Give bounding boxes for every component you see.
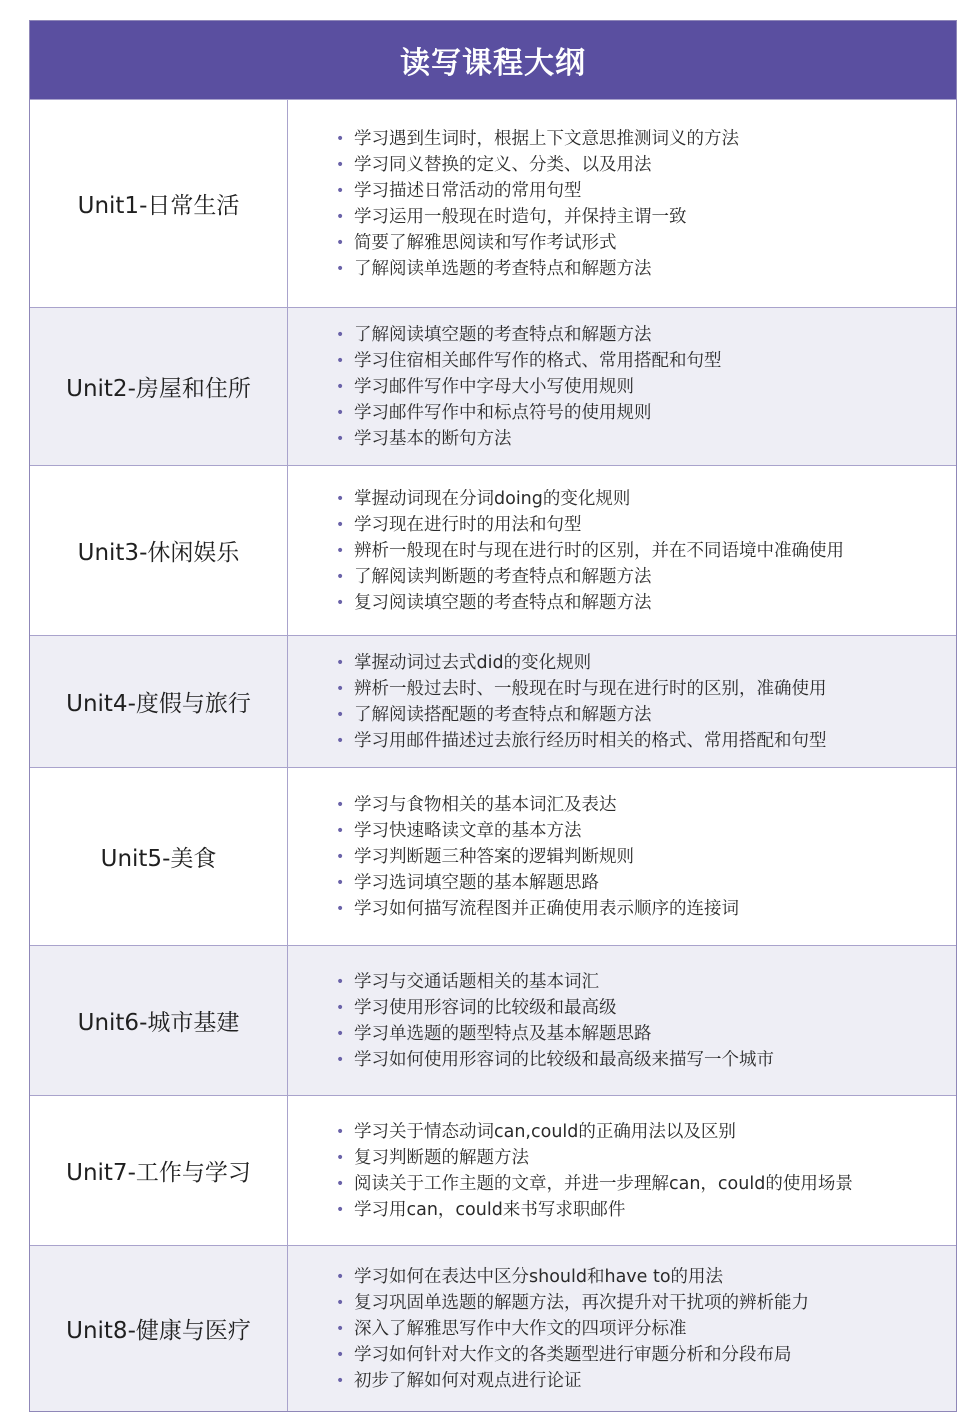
- list-item-text: 辨析一般现在时与现在进行时的区别，并在不同语境中准确使用: [354, 540, 844, 561]
- table-row: [30, 945, 956, 1095]
- list-item: [336, 348, 956, 374]
- bullet-icon: •: [336, 706, 345, 723]
- list-item: [336, 152, 956, 178]
- syllabus-table: [29, 20, 957, 1412]
- bullet-icon: •: [336, 1320, 345, 1337]
- bullet-icon: •: [336, 796, 345, 813]
- bullet-icon: •: [336, 822, 345, 839]
- bullet-icon: •: [336, 732, 345, 749]
- unit-name: Unit4-度假与旅行: [30, 636, 288, 767]
- list-item: [336, 844, 956, 870]
- list-item: [336, 676, 956, 702]
- list-item: [336, 1368, 956, 1394]
- list-item-text: 阅读关于工作主题的文章，并进一步理解can，could的使用场景: [354, 1173, 853, 1194]
- table-row: [30, 99, 956, 307]
- unit-items-list: [288, 636, 956, 767]
- list-item-text: 了解阅读搭配题的考查特点和解题方法: [354, 704, 652, 725]
- list-item-text: 深入了解雅思写作中大作文的四项评分标准: [354, 1318, 687, 1339]
- list-item: [336, 1171, 956, 1197]
- unit-name: Unit8-健康与医疗: [30, 1246, 288, 1411]
- list-item: [336, 702, 956, 728]
- list-item: [336, 400, 956, 426]
- list-item-text: 复习阅读填空题的考查特点和解题方法: [354, 592, 652, 613]
- list-item-text: 学习使用形容词的比较级和最高级: [354, 997, 617, 1018]
- list-item: [336, 1316, 956, 1342]
- list-item-text: 初步了解如何对观点进行论证: [354, 1370, 582, 1391]
- bullet-icon: •: [336, 182, 345, 199]
- list-item: [336, 538, 956, 564]
- list-item-text: 学习基本的断句方法: [354, 428, 512, 449]
- list-item: [336, 322, 956, 348]
- list-item-text: 学习用邮件描述过去旅行经历时相关的格式、常用搭配和句型: [354, 730, 827, 751]
- unit-items-list: [288, 946, 956, 1095]
- list-item-text: 学习与食物相关的基本词汇及表达: [354, 794, 617, 815]
- unit-items-list: [288, 100, 956, 307]
- unit-items-list: [288, 1096, 956, 1245]
- list-item-text: 学习邮件写作中字母大小写使用规则: [354, 376, 634, 397]
- list-item-text: 学习如何描写流程图并正确使用表示顺序的连接词: [354, 898, 739, 919]
- bullet-icon: •: [336, 1268, 345, 1285]
- list-item-text: 学习现在进行时的用法和句型: [354, 514, 582, 535]
- unit-name: Unit5-美食: [30, 768, 288, 945]
- bullet-icon: •: [336, 1123, 345, 1140]
- list-item-text: 学习运用一般现在时造句，并保持主谓一致: [354, 206, 687, 227]
- list-item: [336, 1047, 956, 1073]
- table-row: [30, 767, 956, 945]
- list-item: [336, 178, 956, 204]
- table-row: [30, 1245, 956, 1411]
- list-item: [336, 204, 956, 230]
- bullet-icon: •: [336, 490, 345, 507]
- list-item: [336, 728, 956, 754]
- bullet-icon: •: [336, 430, 345, 447]
- list-item-text: 学习判断题三种答案的逻辑判断规则: [354, 846, 634, 867]
- bullet-icon: •: [336, 1294, 345, 1311]
- bullet-icon: •: [336, 848, 345, 865]
- bullet-icon: •: [336, 874, 345, 891]
- unit-items-list: [288, 1246, 956, 1411]
- list-item: [336, 1197, 956, 1223]
- unit-items-list: [288, 466, 956, 635]
- table-row: [30, 307, 956, 465]
- list-item: [336, 1021, 956, 1047]
- unit-name: Unit3-休闲娱乐: [30, 466, 288, 635]
- table-row: [30, 635, 956, 767]
- table-body: [30, 99, 956, 1411]
- bullet-icon: •: [336, 1201, 345, 1218]
- list-item-text: 学习如何针对大作文的各类题型进行审题分析和分段布局: [354, 1344, 792, 1365]
- list-item: [336, 995, 956, 1021]
- bullet-icon: •: [336, 1175, 345, 1192]
- bullet-icon: •: [336, 516, 345, 533]
- bullet-icon: •: [336, 208, 345, 225]
- bullet-icon: •: [336, 352, 345, 369]
- list-item-text: 复习判断题的解题方法: [354, 1147, 529, 1168]
- list-item-text: 掌握动词过去式did的变化规则: [354, 652, 592, 673]
- list-item-text: 简要了解雅思阅读和写作考试形式: [354, 232, 617, 253]
- bullet-icon: •: [336, 999, 345, 1016]
- list-item-text: 学习描述日常活动的常用句型: [354, 180, 582, 201]
- bullet-icon: •: [336, 568, 345, 585]
- list-item: [336, 896, 956, 922]
- unit-name: Unit6-城市基建: [30, 946, 288, 1095]
- bullet-icon: •: [336, 326, 345, 343]
- bullet-icon: •: [336, 234, 345, 251]
- list-item: [336, 590, 956, 616]
- list-item: [336, 818, 956, 844]
- list-item: [336, 230, 956, 256]
- list-item: [336, 650, 956, 676]
- bullet-icon: •: [336, 654, 345, 671]
- table-row: [30, 1095, 956, 1245]
- bullet-icon: •: [336, 973, 345, 990]
- unit-name: Unit7-工作与学习: [30, 1096, 288, 1245]
- unit-name: Unit1-日常生活: [30, 100, 288, 307]
- list-item-text: 学习与交通话题相关的基本词汇: [354, 971, 599, 992]
- bullet-icon: •: [336, 1346, 345, 1363]
- bullet-icon: •: [336, 378, 345, 395]
- bullet-icon: •: [336, 156, 345, 173]
- list-item-text: 学习邮件写作中和标点符号的使用规则: [354, 402, 652, 423]
- bullet-icon: •: [336, 1149, 345, 1166]
- table-row: [30, 465, 956, 635]
- list-item: [336, 1342, 956, 1368]
- list-item-text: 学习如何使用形容词的比较级和最高级来描写一个城市: [354, 1049, 774, 1070]
- list-item-text: 复习巩固单选题的解题方法，再次提升对干扰项的辨析能力: [354, 1292, 809, 1313]
- list-item: [336, 564, 956, 590]
- list-item-text: 学习如何在表达中区分should和have to的用法: [354, 1266, 724, 1287]
- list-item: [336, 512, 956, 538]
- bullet-icon: •: [336, 1372, 345, 1389]
- list-item: [336, 374, 956, 400]
- list-item-text: 学习同义替换的定义、分类、以及用法: [354, 154, 652, 175]
- list-item: [336, 792, 956, 818]
- bullet-icon: •: [336, 404, 345, 421]
- bullet-icon: •: [336, 1025, 345, 1042]
- list-item-text: 学习选词填空题的基本解题思路: [354, 872, 599, 893]
- bullet-icon: •: [336, 260, 345, 277]
- list-item-text: 学习关于情态动词can,could的正确用法以及区别: [354, 1121, 736, 1142]
- list-item: [336, 256, 956, 282]
- table-title: 读写课程大纲: [30, 21, 956, 99]
- bullet-icon: •: [336, 542, 345, 559]
- list-item: [336, 426, 956, 452]
- list-item-text: 掌握动词现在分词doing的变化规则: [354, 488, 631, 509]
- list-item: [336, 486, 956, 512]
- list-item: [336, 1290, 956, 1316]
- bullet-icon: •: [336, 130, 345, 147]
- list-item-text: 辨析一般过去时、一般现在时与现在进行时的区别，准确使用: [354, 678, 827, 699]
- bullet-icon: •: [336, 1051, 345, 1068]
- bullet-icon: •: [336, 680, 345, 697]
- list-item: [336, 969, 956, 995]
- list-item: [336, 1119, 956, 1145]
- list-item-text: 学习快速略读文章的基本方法: [354, 820, 582, 841]
- list-item-text: 学习住宿相关邮件写作的格式、常用搭配和句型: [354, 350, 722, 371]
- list-item: [336, 126, 956, 152]
- unit-items-list: [288, 768, 956, 945]
- list-item: [336, 1145, 956, 1171]
- unit-items-list: [288, 308, 956, 465]
- bullet-icon: •: [336, 594, 345, 611]
- bullet-icon: •: [336, 900, 345, 917]
- list-item-text: 学习用can，could来书写求职邮件: [354, 1199, 626, 1220]
- list-item-text: 学习单选题的题型特点及基本解题思路: [354, 1023, 652, 1044]
- list-item-text: 学习遇到生词时，根据上下文意思推测词义的方法: [354, 128, 739, 149]
- list-item: [336, 870, 956, 896]
- list-item-text: 了解阅读判断题的考查特点和解题方法: [354, 566, 652, 587]
- unit-name: Unit2-房屋和住所: [30, 308, 288, 465]
- list-item-text: 了解阅读填空题的考查特点和解题方法: [354, 324, 652, 345]
- list-item-text: 了解阅读单选题的考查特点和解题方法: [354, 258, 652, 279]
- list-item: [336, 1264, 956, 1290]
